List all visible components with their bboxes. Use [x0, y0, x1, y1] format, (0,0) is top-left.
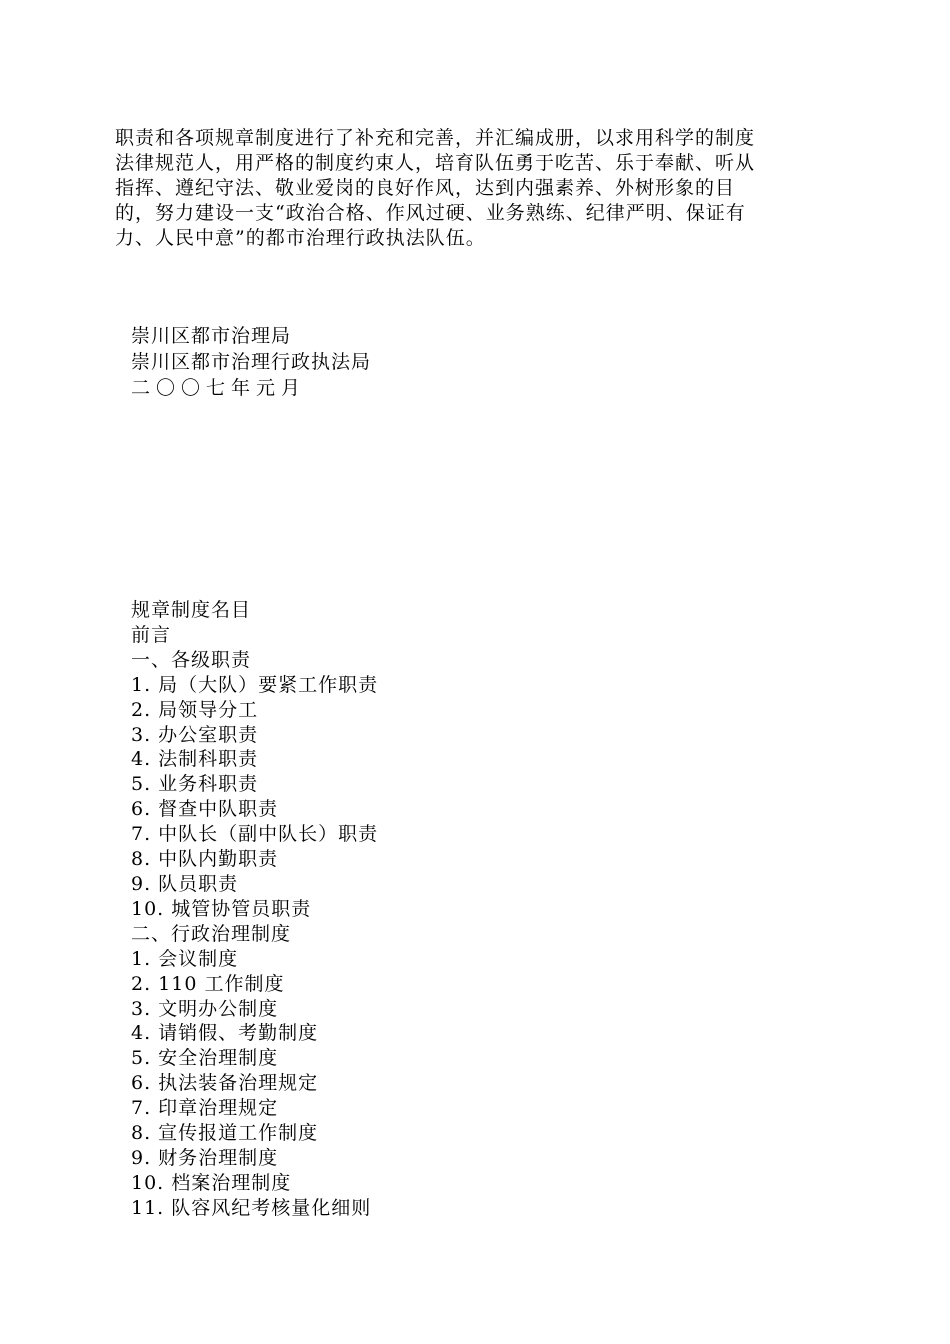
toc-preface: 前言 [131, 623, 172, 646]
toc-item: 10. 档案治理制度 [131, 1171, 292, 1194]
toc-item: 6. 执法装备治理规定 [131, 1072, 319, 1095]
intro-line: 指挥、遵纪守法、敬业爱岗的良好作风，达到内强素养、外树形象的目 [115, 177, 736, 199]
toc-item: 3. 办公室职责 [131, 723, 259, 746]
toc-item: 11. 队容风纪考核量化细则 [131, 1196, 372, 1219]
intro-line: 的，努力建设一支“政治合格、作风过硬、业务熟练、纪律严明、保证有 [115, 202, 746, 224]
toc-item: 9. 队员职责 [131, 872, 239, 895]
toc-section-heading: 一、各级职责 [131, 648, 252, 671]
toc-item: 9. 财务治理制度 [131, 1146, 279, 1169]
table-of-contents [131, 598, 378, 1221]
intro-line: 法律规范人，用严格的制度约束人，培育队伍勇于吃苦、乐于奉献、听从 [115, 152, 756, 174]
intro-line: 职责和各项规章制度进行了补充和完善，并汇编成册，以求用科学的制度 [115, 127, 756, 149]
toc-item: 4. 法制科职责 [131, 748, 259, 771]
toc-item: 5. 业务科职责 [131, 773, 259, 796]
toc-item: 5. 安全治理制度 [131, 1047, 279, 1070]
toc-item: 6. 督查中队职责 [131, 798, 279, 821]
toc-item: 7. 中队长（副中队长）职责 [131, 823, 379, 846]
signature-date: 二〇〇七年元月 [131, 377, 307, 399]
signature-org-1: 崇川区都市治理局 [131, 325, 292, 347]
toc-title: 规章制度名目 [131, 599, 252, 621]
toc-section-heading: 二、行政治理制度 [131, 922, 292, 945]
toc-item: 1. 会议制度 [131, 947, 239, 970]
intro-paragraph [115, 126, 835, 251]
toc-item: 1. 局（大队）要紧工作职责 [131, 673, 379, 696]
toc-item: 4. 请销假、考勤制度 [131, 1022, 319, 1045]
toc-item: 2. 局领导分工 [131, 698, 259, 721]
toc-item: 7. 印章治理规定 [131, 1097, 279, 1120]
toc-item: 2. 110 工作制度 [131, 972, 285, 995]
signature-org-2: 崇川区都市治理行政执法局 [131, 351, 372, 373]
toc-item: 3. 文明办公制度 [131, 997, 279, 1020]
toc-item: 8. 中队内勤职责 [131, 848, 279, 871]
signature-block [131, 323, 371, 401]
intro-line: 力、人民中意”的都市治理行政执法队伍。 [115, 227, 486, 249]
toc-item: 10. 城管协管员职责 [131, 897, 312, 920]
toc-item: 8. 宣传报道工作制度 [131, 1122, 319, 1145]
